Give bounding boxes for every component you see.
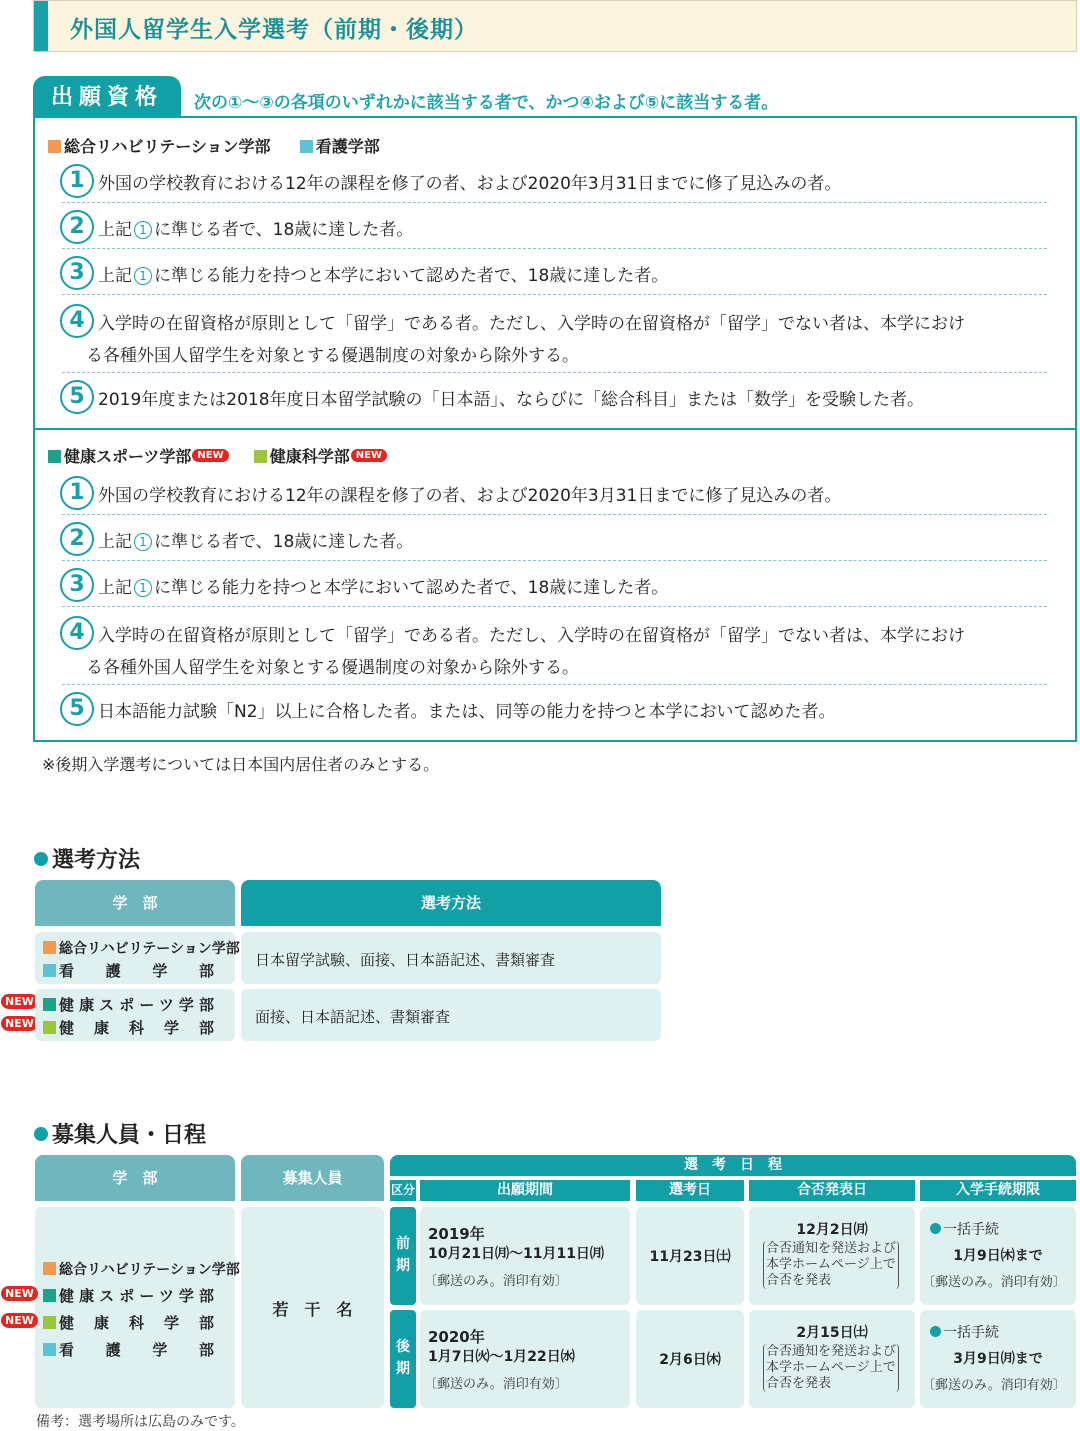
- green-square-icon: [48, 450, 61, 463]
- group1-dept-a: 総合リハビリテーション学部: [64, 137, 271, 156]
- method-heading: [34, 843, 140, 874]
- enroll-date: 3月9日㈪まで: [953, 1351, 1043, 1367]
- item-text: [98, 526, 1053, 558]
- eligibility-divider: [35, 428, 1075, 430]
- enroll-label: 一括手続: [943, 1325, 999, 1341]
- circle-number-icon: 3: [60, 256, 94, 290]
- result-date: 2月15日㈯: [796, 1325, 868, 1341]
- circle-number-icon: 3: [60, 568, 94, 602]
- title-accent: [34, 1, 48, 51]
- schedule-col-enroll: 入学手続期限: [920, 1180, 1076, 1201]
- circle-number-icon: 4: [60, 304, 94, 338]
- kouki-enroll-cell: [920, 1310, 1076, 1408]
- new-badge: NEW: [1, 1286, 38, 1301]
- enroll-note: 〔郵送のみ。消印有効〕: [922, 1275, 1066, 1290]
- schedule-heading: [34, 1118, 206, 1149]
- dashed-divider: [62, 202, 1047, 203]
- circle-ref-icon: 1: [134, 267, 152, 285]
- circle-number-icon: 5: [60, 692, 94, 726]
- circle-number-icon: 1: [60, 164, 94, 198]
- cyan-square-icon: [300, 140, 313, 153]
- new-badge: NEW: [192, 449, 228, 462]
- green-square-icon: [43, 1289, 56, 1302]
- circle-ref-icon: 1: [134, 579, 152, 597]
- item-line1: 入学時の在留資格が原則として「留学」である者。ただし、入学時の在留資格が「留学」でない者は、本学におけ: [98, 314, 965, 334]
- dashed-divider: [62, 372, 1047, 373]
- group2-header: [48, 444, 387, 467]
- bullet-dot-icon: [34, 852, 48, 866]
- dashed-divider: [62, 294, 1047, 295]
- circle-number-icon: 5: [60, 380, 94, 414]
- exam-date: 2月6日㈭: [659, 1352, 721, 1368]
- eligibility-tab: 出願資格: [33, 76, 181, 118]
- lime-square-icon: [43, 1021, 56, 1034]
- dept-name: 看護学部: [59, 962, 214, 980]
- group1-header: [48, 134, 380, 157]
- item-post: に準じる者で、18歳に達した者。: [154, 220, 414, 240]
- item-text: [98, 260, 1053, 292]
- enroll-label: 一括手続: [943, 1222, 999, 1238]
- dept-name: 看護学部: [59, 1341, 214, 1359]
- schedule-col-quota: 募集人員: [241, 1155, 384, 1201]
- method-row2-method: [241, 989, 661, 1041]
- item-post: に準じる能力を持つと本学において認めた者で、18歳に達した者。: [154, 578, 669, 598]
- new-badge: NEW: [1, 1016, 38, 1031]
- method-heading-text: 選考方法: [52, 848, 141, 873]
- dept-name: 総合リハビリテーション学部: [59, 1262, 240, 1278]
- circle-number-icon: 2: [60, 522, 94, 556]
- bullet-dot-icon: [930, 1326, 941, 1337]
- result-note-line: 合否通知を発送および: [766, 1344, 897, 1359]
- new-badge: NEW: [351, 449, 387, 462]
- dept-name: 健康スポーツ学部: [59, 1287, 214, 1305]
- method-col-method: 選考方法: [241, 880, 661, 926]
- exam-date: 11月23日㈯: [649, 1249, 731, 1265]
- item-pre: 上記: [98, 220, 132, 240]
- item-line1: 入学時の在留資格が原則として「留学」である者。ただし、入学時の在留資格が「留学」でない者は、本学におけ: [98, 626, 965, 646]
- circle-ref-icon: 1: [134, 221, 152, 239]
- dashed-divider: [62, 514, 1047, 515]
- period-note: 〔郵送のみ。消印有効〕: [424, 1274, 568, 1289]
- item-text: 日本語能力試験「N2」以上に合格した者。または、同等の能力を持つと本学において認めた者。: [98, 702, 836, 722]
- kouki-result-cell: [749, 1310, 915, 1408]
- quota-text: 若 干 名: [272, 1300, 353, 1319]
- bullet-dot-icon: [34, 1127, 48, 1141]
- method-row1-method: [241, 932, 661, 984]
- result-date: 12月2日㈪: [796, 1222, 868, 1238]
- result-note-line: 本学ホームページ上で: [766, 1257, 896, 1272]
- method-col-dept: 学 部: [35, 880, 235, 926]
- schedule-col-dept: 学 部: [35, 1155, 235, 1201]
- schedule-heading-text: 募集人員・日程: [52, 1123, 207, 1148]
- schedule-quota-cell: [241, 1207, 384, 1408]
- kouki-exam-cell: [636, 1310, 744, 1408]
- enroll-note: 〔郵送のみ。消印有効〕: [922, 1378, 1066, 1393]
- dept-name: 健康科学部: [59, 1314, 214, 1332]
- item-text: 2019年度または2018年度日本留学試験の「日本語」、ならびに「総合科目」または「数学」を受験した者。: [98, 390, 925, 410]
- dashed-divider: [62, 684, 1047, 685]
- period-year: 2019年: [428, 1225, 485, 1243]
- item-line2: る各種外国人留学生を対象とする優遇制度の対象から除外する。: [86, 658, 579, 678]
- zenki-exam-cell: [636, 1207, 744, 1305]
- schedule-col-result: 合否発表日: [749, 1180, 915, 1201]
- period-note: 〔郵送のみ。消印有効〕: [424, 1377, 568, 1392]
- item-pre: 上記: [98, 266, 132, 286]
- circle-number-icon: 4: [60, 616, 94, 650]
- item-post: に準じる能力を持つと本学において認めた者で、18歳に達した者。: [154, 266, 669, 286]
- item-line2: る各種外国人留学生を対象とする優遇制度の対象から除外する。: [86, 346, 579, 366]
- kouki-period-cell: [420, 1310, 630, 1408]
- item-post: に準じる者で、18歳に達した者。: [154, 532, 414, 552]
- cyan-square-icon: [43, 1343, 56, 1356]
- item-text: 外国の学校教育における12年の課程を修了の者、および2020年3月31日までに修了見込みの者。: [98, 174, 842, 194]
- item-pre: 上記: [98, 578, 132, 598]
- period-range: 1月7日㈫～1月22日㈬: [428, 1349, 575, 1365]
- method-text: 面接、日本語記述、書類審査: [255, 1008, 451, 1026]
- green-square-icon: [43, 998, 56, 1011]
- period-range: 10月21日㈪～11月11日㈪: [428, 1246, 604, 1262]
- dashed-divider: [62, 560, 1047, 561]
- orange-square-icon: [48, 140, 61, 153]
- circle-number-icon: 1: [60, 476, 94, 510]
- zenki-period-cell: [420, 1207, 630, 1305]
- period-year: 2020年: [428, 1328, 485, 1346]
- lime-square-icon: [43, 1316, 56, 1329]
- circle-number-icon: 2: [60, 210, 94, 244]
- orange-square-icon: [43, 941, 56, 954]
- method-row1-dept: [35, 932, 240, 984]
- schedule-dept-cell: [35, 1207, 240, 1408]
- schedule-remark: 備考：選考場所は広島のみです。: [36, 1414, 245, 1430]
- dashed-divider: [62, 606, 1047, 607]
- kubun-kouki: [390, 1310, 416, 1408]
- kubun-text: 前期: [396, 1236, 410, 1274]
- schedule-col-sched: 選 考 日 程: [390, 1155, 1076, 1176]
- zenki-enroll-cell: [920, 1207, 1076, 1305]
- kubun-text: 後期: [396, 1339, 410, 1377]
- cyan-square-icon: [43, 964, 56, 977]
- title-bar: [33, 0, 1077, 52]
- eligibility-subtitle: 次の①～③の各項のいずれかに該当する者で、かつ④および⑤に該当する者。: [194, 93, 779, 113]
- item-pre: 上記: [98, 532, 132, 552]
- method-text: 日本留学試験、面接、日本語記述、書類審査: [255, 951, 556, 969]
- new-badge: NEW: [1, 994, 38, 1009]
- result-note-line: 合否通知を発送および: [766, 1241, 897, 1256]
- dashed-divider: [62, 248, 1047, 249]
- lime-square-icon: [254, 450, 267, 463]
- circle-ref-icon: 1: [134, 533, 152, 551]
- item-text: [98, 214, 1053, 246]
- dept-name: 健康スポーツ学部: [59, 996, 214, 1014]
- kubun-zenki: [390, 1207, 416, 1305]
- result-note-line: 合否を発表: [766, 1273, 832, 1288]
- group2-dept-b: 健康科学部: [269, 447, 350, 466]
- page-title: 外国人留学生入学選考（前期・後期）: [70, 17, 478, 43]
- bullet-dot-icon: [930, 1223, 941, 1234]
- result-note-line: 合否を発表: [766, 1376, 832, 1391]
- result-note: [763, 1241, 899, 1289]
- method-row2-dept: [35, 989, 235, 1041]
- item-text: [86, 620, 1053, 684]
- eligibility-note: ※後期入学選考については日本国内居住者のみとする。: [42, 755, 440, 774]
- schedule-col-kubun: 区分: [390, 1180, 416, 1201]
- group1-dept-b: 看護学部: [315, 137, 380, 156]
- schedule-col-period: 出願期間: [420, 1180, 630, 1201]
- item-text: [98, 572, 1053, 604]
- dept-name: 総合リハビリテーション学部: [59, 941, 240, 957]
- result-note-line: 本学ホームページ上で: [766, 1360, 896, 1375]
- result-note: [763, 1344, 899, 1392]
- dept-name: 健康科学部: [59, 1019, 214, 1037]
- item-text: 外国の学校教育における12年の課程を修了の者、および2020年3月31日までに修了見込みの者。: [98, 486, 842, 506]
- new-badge: NEW: [1, 1313, 38, 1328]
- enroll-date: 1月9日㈭まで: [953, 1248, 1043, 1264]
- item-text: [86, 308, 1053, 372]
- orange-square-icon: [43, 1262, 56, 1275]
- group2-dept-a: 健康スポーツ学部: [64, 447, 192, 466]
- schedule-col-exam: 選考日: [636, 1180, 744, 1201]
- zenki-result-cell: [749, 1207, 915, 1305]
